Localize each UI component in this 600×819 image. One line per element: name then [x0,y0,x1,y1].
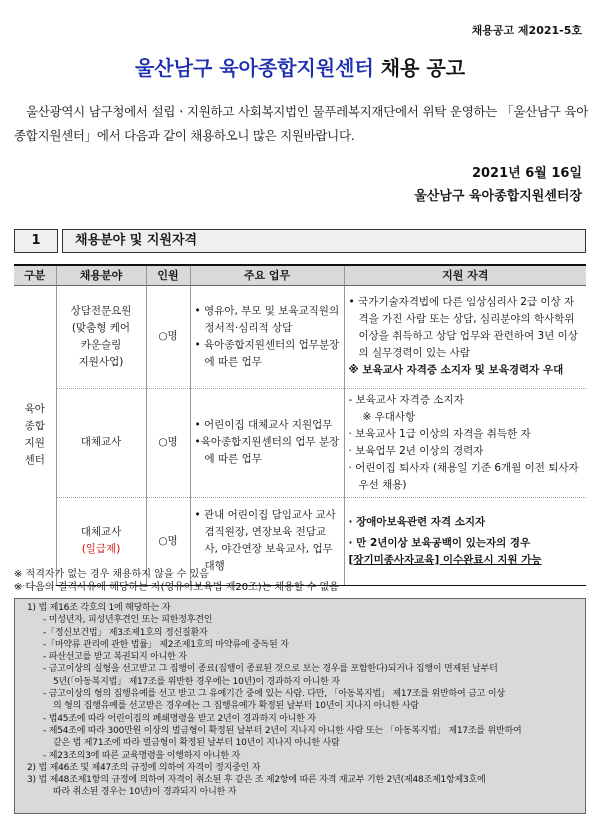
header-field: 채용분야 [56,265,146,285]
qualification-preference: ※ 보육교사 자격증 소지자 및 보육경력자 우대 [348,364,564,376]
title-recruit: 채용 공고 [380,56,466,80]
disqualification-line: - 미성년자, 피성년후견인 또는 피한정후견인 [43,615,213,626]
disqualification-box [14,598,586,814]
duties-cell [190,388,344,497]
category-line: 지원 [24,437,45,449]
duty-item: • 어린이집 대체교사 지원업무 [194,419,333,431]
disqualification-line: 의 형의 집행유예를 선고받은 경우에는 그 집행유예가 확정된 날부터 10년이 지나지 아니한 사람 [53,701,419,712]
duty-item: • 육아종합지원센터의 업무분장에 따른 업무 [194,338,340,368]
disqualification-line: -「정신보건법」 제3조제1호의 정신질환자 [43,627,208,638]
notes [14,568,586,594]
disqualification-line: 3) 법 제48조제1항의 규정에 의하여 자격이 취소된 후 같은 조 제2항에 따른 자격 재교부 기한 2년(제48조제1항제3호에 [27,775,486,786]
table-header-row [14,265,586,285]
qualification-item: [장기미종사자교육] 이수완료시 지원 가능 [348,553,542,566]
recruitment-table [14,264,586,586]
page-title [0,52,600,81]
issuing-organization: 울산남구 육아종합지원센터장 [414,189,582,204]
qualifications-cell [344,285,586,388]
table-row [14,388,586,497]
qualification-item: · 보육교사 1급 이상의 자격을 취득한 자 [348,427,531,440]
qualification-item: · 장애아보육관련 자격 소지자 [348,515,486,528]
disqualification-line: -「마약류 관리에 관한 법률」 제2조제1호의 마약류에 중독된 자 [43,639,289,650]
count-cell: ○명 [146,285,190,388]
disqualification-line: 따라 취소된 경우는 10년)이 경과되지 아니한 자 [53,787,237,798]
header-qualifications: 지원 자격 [344,265,586,285]
header-duties: 주요 업무 [190,265,344,285]
disqualification-line: - 법45조에 따라 어린이집의 폐쇄명령을 받고 2년이 경과하지 아니한 자 [43,713,316,724]
duty-item: •육아종합지원센터의 업무 분장에 따른 업무 [194,436,340,465]
disqualification-line: - 파산선고를 받고 복권되지 아니한 자 [43,652,187,663]
field-line: 대체교사 [80,526,122,538]
section-number: 1 [14,229,58,253]
disqualification-line: - 제23조의3에 따른 교육명령을 이행하지 아니한 자 [43,750,240,761]
category-line: 육아 [24,403,45,415]
title-center-name: 울산남구 육아종합지원센터 [134,56,374,80]
category-cell [14,285,56,585]
qualifications-cell [344,388,586,497]
header-count: 인원 [146,265,190,285]
qualification-item: · 만 2년이상 보육공백이 있는자의 경우 [348,536,531,549]
table-row [14,285,586,388]
notice-number: 채용공고 제2021-5호 [471,24,582,37]
disqualification-line: - 금고이상의 형의 집행유예를 선고 받고 그 유예기간 중에 있는 사람. 다만, 「아동복지법」 제17조를 위반하여 금고 이상 [43,689,505,700]
duties-cell [190,285,344,388]
duty-item: • 관내 어린이집 담임교사 교사겸직원장, 연장보육 전담교사, 야간연장 보육교사, 업무 대행 [194,509,336,572]
note-line: ※ 다음의 결격사유에 해당하는 자(영유아보육법 제20조)는 채용할 수 없음 [14,582,339,593]
qualification-item: ※ 우대사항 [362,410,416,423]
disqualification-line: - 금고이상의 실형을 선고받고 그 집행이 종료(집행이 종료된 것으로 보는 경우를 포함한다)되거나 집행이 면제된 날부터 [43,664,498,675]
duty-item: • 영유아, 부모 및 보육교직원의 정서적·심리적 상담 [194,304,340,334]
disqualification-line: 2) 법 제46조 및 제47조의 규정에 의하여 자격이 정지중인 자 [27,762,261,773]
intro-paragraph: 울산광역시 남구청에서 설립ㆍ지원하고 사회복지법인 물푸레복지재단에서 위탁 운영하는 「울산남구 육아종합지원센터」에서 다음과 같이 채용하오니 많은 지원바랍니다. [14,104,588,143]
category-line: 센터 [24,454,45,466]
field-line: 상담전문요원 [70,304,132,317]
field-line: 지원사업) [78,355,124,368]
field-line: 대체교사 [80,436,122,448]
notice-date: 2021년 6월 16일 [471,166,582,181]
disqualification-line: 1) 법 제16조 각호의 1에 해당하는 자 [27,603,171,613]
disqualification-line: 5년(「아동복지법」 제17조를 위반한 경우에는 10년)이 경과하지 아니한 자 [53,676,340,687]
category-line: 종합 [24,420,45,432]
qualification-item: · 어린이집 퇴사자 (채용일 기준 6개월 이전 퇴사자 우선 채용) [348,461,579,491]
qualification-item: · 보육업무 2년 이상의 경력자 [348,444,484,457]
qualification-item: - 보육교사 자격증 소지자 [348,393,464,406]
field-daily-pay: (일급제) [81,543,121,555]
qualification-item: • 국가기술자격법에 다른 임상심리사 2급 이상 자격을 가진 사람 또는 상담, 심리분야의 학사학위 이상을 취득하고 상담 업무와 관련하여 3년 이상의 실무경력이 있는 사람 [348,296,578,359]
field-line: (맞춤형 케어 [71,321,131,334]
field-cell [56,388,146,497]
count-cell: ○명 [146,388,190,497]
disqualification-line: - 제54조에 따라 300만원 이상의 벌금형이 확정된 날부터 2년이 지나지 아니한 사람 또는 「아동복지법」 제17조를 위반하여 [43,725,522,736]
field-cell [56,285,146,388]
field-line: 카운슬링 [80,338,122,351]
header-category: 구분 [14,265,56,285]
disqualification-line: 같은 법 제71조에 따라 벌금형이 확정된 날부터 10년이 지나지 아니한 사람 [53,738,340,749]
count-cell: ○명 [146,497,190,585]
section-title: 채용분야 및 지원자격 [62,229,586,253]
note-line: ※ 적격자가 없는 경우 채용하지 않을 수 있음 [14,569,209,580]
